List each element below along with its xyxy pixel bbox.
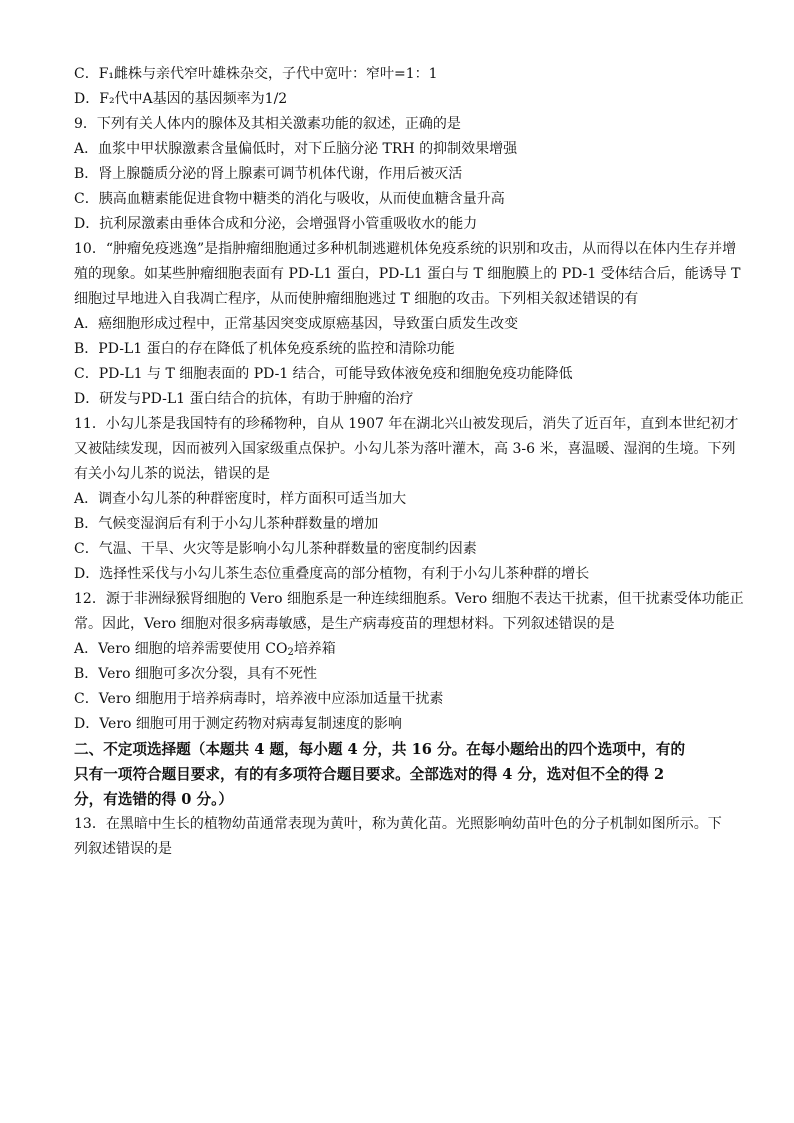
option-a: A．血浆中甲状腺激素含量偏低时，对下丘脑分泌 TRH 的抑制效果增强: [74, 141, 518, 157]
question-9: [74, 112, 726, 237]
option-d: D．抗利尿激素由垂体合成和分泌，会增强肾小管重吸收水的能力: [74, 216, 478, 232]
option-a: [74, 637, 726, 662]
option-b: B．Vero 细胞可多次分裂，具有不死性: [74, 666, 317, 682]
option-b: B．PD-L1 蛋白的存在降低了机体免疫系统的监控和清除功能: [74, 341, 455, 357]
question-stem-line: 12．源于非洲绿猴肾细胞的 Vero 细胞系是一种连续细胞系。Vero 细胞不表达干扰素，但干扰素受体功能正: [74, 591, 744, 607]
option-a: A．调查小勾儿茶的种群密度时，样方面积可适当加大: [74, 491, 407, 507]
question-13: [74, 812, 726, 862]
option-d: D．研发与PD-L1 蛋白结合的抗体，有助于肿瘤的治疗: [74, 391, 414, 407]
question-stem: 9．下列有关人体内的腺体及其相关激素功能的叙述，正确的是: [74, 116, 461, 132]
option-d: D．选择性采伐与小勾儿茶生态位重叠度高的部分植物，有利于小勾儿茶种群的增长: [74, 566, 590, 582]
option-c: C．气温、干旱、火灾等是影响小勾儿茶种群数量的密度制约因素: [74, 541, 477, 557]
option-c: C．F₁雌株与亲代窄叶雄株杂交，子代中宽叶：窄叶=1：1: [74, 66, 438, 82]
option-c: C．PD-L1 与 T 细胞表面的 PD-1 结合，可能导致体液免疫和细胞免疫功能降低: [74, 366, 573, 382]
question-10: [74, 237, 741, 412]
question-stem-line: 殖的现象。如某些肿瘤细胞表面有 PD-L1 蛋白，PD-L1 蛋白与 T 细胞膜上的 PD-1 受体结合后，能诱导 T: [74, 266, 741, 282]
option-c: C．Vero 细胞用于培养病毒时，培养液中应添加适量干扰素: [74, 691, 444, 707]
section-heading-line: 只有一项符合题目要求，有的有多项符合题目要求。全部选对的得 4 分，选对但不全的得 2: [74, 766, 665, 783]
section-2-heading: [74, 737, 726, 812]
subscript: 2: [287, 647, 294, 658]
question-8-tail: [74, 62, 726, 112]
option-b: B．气候变湿润后有利于小勾儿茶种群数量的增加: [74, 516, 379, 532]
question-stem-line: 有关小勾儿茶的说法，错误的是: [74, 466, 270, 482]
option-b: B．肾上腺髓质分泌的肾上腺素可调节机体代谢，作用后被灭活: [74, 166, 463, 182]
question-11: [74, 412, 739, 587]
question-stem-line: 常。因此，Vero 细胞对很多病毒敏感，是生产病毒疫苗的理想材料。下列叙述错误的是: [74, 616, 615, 632]
question-stem-line: 细胞过早地进入自我凋亡程序，从而使肿瘤细胞逃过 T 细胞的攻击。下列相关叙述错误的有: [74, 291, 639, 307]
option-a: A．癌细胞形成过程中，正常基因突变成原癌基因，导致蛋白质发生改变: [74, 316, 519, 332]
question-stem-line: 10．“肿瘤免疫逃逸”是指肿瘤细胞通过多种机制逃避机体免疫系统的识别和攻击，从而得以在体内生存并增: [74, 241, 737, 257]
option-d: D．Vero 细胞可用于测定药物对病毒复制速度的影响: [74, 716, 402, 732]
question-stem-line: 13．在黑暗中生长的植物幼苗通常表现为黄叶，称为黄化苗。光照影响幼苗叶色的分子机制如图所示。下: [74, 816, 722, 832]
question-stem-line: 11．小勾儿茶是我国特有的珍稀物种，自从 1907 年在湖北兴山被发现后，消失了近百年，直到本世纪初才: [74, 416, 739, 432]
section-heading-line: 二、不定项选择题（本题共 4 题，每小题 4 分，共 16 分。在每小题给出的四个选项中，有的: [74, 741, 686, 758]
option-c: C．胰高血糖素能促进食物中糖类的消化与吸收，从而使血糖含量升高: [74, 191, 505, 207]
option-a-text-tail: 培养箱: [293, 641, 336, 657]
option-d: D．F₂代中A基因的基因频率为1/2: [74, 91, 288, 107]
option-a-text: A．Vero 细胞的培养需要使用 CO: [74, 641, 288, 657]
section-heading-line: 分，有选错的得 0 分。）: [74, 791, 233, 808]
question-stem-line: 列叙述错误的是: [74, 841, 172, 857]
question-12: [74, 587, 744, 737]
page-content: [74, 62, 744, 862]
question-stem-line: 又被陆续发现，因而被列入国家级重点保护。小勾儿茶为落叶灌木，高 3-6 米，喜温暖、湿润的生境。下列: [74, 441, 736, 457]
